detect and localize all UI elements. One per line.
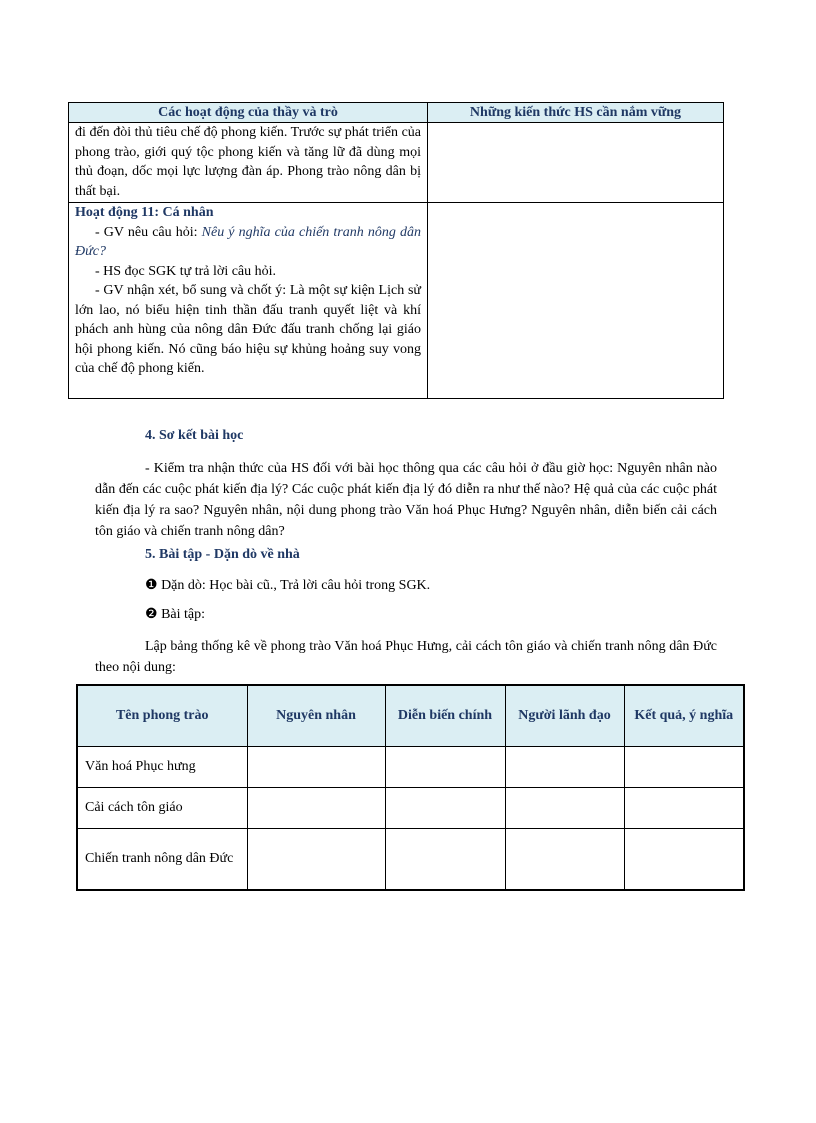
exercise-text: Lập bảng thống kê về phong trào Văn hoá Phục Hưng, cải cách tôn giáo và chiến tranh nông dân Đức theo nội dung: <box>95 639 717 675</box>
exercise-header-events: Diễn biến chính <box>385 685 505 747</box>
activity-heading: Hoạt động 11: Cá nhân <box>75 205 214 220</box>
bullet-2-icon: ❷ <box>145 607 158 622</box>
exercise-header-name: Tên phong trào <box>77 685 247 747</box>
lesson-row2-knowledge <box>428 203 724 399</box>
table-row <box>69 123 724 203</box>
exercise-row-name: Văn hoá Phục hưng <box>77 747 247 788</box>
exercise-cell <box>247 788 385 829</box>
exercise-row-name: Cải cách tôn giáo <box>77 788 247 829</box>
table-row <box>69 203 724 399</box>
exercise-cell <box>247 747 385 788</box>
exercise-cell <box>385 788 505 829</box>
lesson-table <box>68 102 724 399</box>
bullet-1-icon: ❶ <box>145 578 158 593</box>
section5-item2 <box>145 606 205 623</box>
hs-answer: - HS đọc SGK tự trả lời câu hỏi. <box>95 263 277 279</box>
exercise-cell <box>624 747 744 788</box>
exercise-row-name: Chiến tranh nông dân Đức <box>77 829 247 891</box>
table-row <box>77 829 744 891</box>
table-row <box>77 788 744 829</box>
gv-question-prefix: - GV nêu câu hỏi: <box>95 224 202 240</box>
gv-conclusion: - GV nhận xét, bổ sung và chốt ý: Là một sự kiện Lịch sử lớn lao, nó biểu hiện tinh thần đấu tranh quyết liệt và khí phách anh hùng của nông dân Đức đấu tranh chống lại giáo hội phong kiến. Nó cũng báo hiệu sự khủng hoảng suy vong của chế độ phong kiến. <box>75 283 421 376</box>
section5-item1-text: Dặn dò: Học bài cũ., Trả lời câu hỏi trong SGK. <box>161 578 431 593</box>
exercise-header-cause: Nguyên nhân <box>247 685 385 747</box>
table-row <box>77 747 744 788</box>
section5-title: 5. Bài tập - Dặn dò về nhà <box>145 547 300 562</box>
section5-item2-text: Bài tập: <box>161 607 205 622</box>
section5-item1 <box>145 577 430 594</box>
exercise-header-result: Kết quả, ý nghĩa <box>624 685 744 747</box>
exercise-table <box>76 684 745 891</box>
exercise-cell <box>624 788 744 829</box>
exercise-cell <box>505 788 624 829</box>
exercise-header-row <box>77 685 744 747</box>
exercise-cell <box>385 829 505 891</box>
gv-question-text: Nêu ý nghĩa của chiến tranh nông dân Đức? <box>75 224 421 259</box>
section4-text: - Kiểm tra nhận thức của HS đối với bài học thông qua các câu hỏi ở đầu giờ học: Nguyên nhân nào dẫn đến các cuộc phát kiến địa lý? Các cuộc phát kiến địa lý đó diễn ra như thế nào? Hệ quả của các cuộc phát kiến địa lý ra sao? Nguyên nhân, nội dung phong trào Văn hoá Phục Hưng? Nguyên nhân, diễn biến cải cách tôn giáo và chiến tranh nông dân? <box>95 461 717 539</box>
lesson-table-header-row <box>69 103 724 123</box>
exercise-cell <box>624 829 744 891</box>
lesson-header-activities: Các hoạt động của thầy và trò <box>69 103 428 123</box>
lesson-row1-text: đi đến đòi thủ tiêu chế độ phong kiến. Trước sự phát triển của phong trào, giới quý tộc phong kiến và tăng lữ đã dùng mọi thủ đoạn, dốc mọi lực lượng đàn áp. Phong trào nông dân bị thất bại. <box>75 125 421 199</box>
lesson-row2-activity <box>69 203 428 399</box>
lesson-row1-knowledge <box>428 123 724 203</box>
section4-title: 4. Sơ kết bài học <box>145 428 244 443</box>
gv-question <box>75 223 421 262</box>
lesson-row1-activity <box>69 123 428 203</box>
exercise-header-leader: Người lãnh đạo <box>505 685 624 747</box>
lesson-header-knowledge: Những kiến thức HS cần nắm vững <box>428 103 724 123</box>
exercise-cell <box>505 747 624 788</box>
exercise-cell <box>385 747 505 788</box>
exercise-cell <box>505 829 624 891</box>
exercise-cell <box>247 829 385 891</box>
